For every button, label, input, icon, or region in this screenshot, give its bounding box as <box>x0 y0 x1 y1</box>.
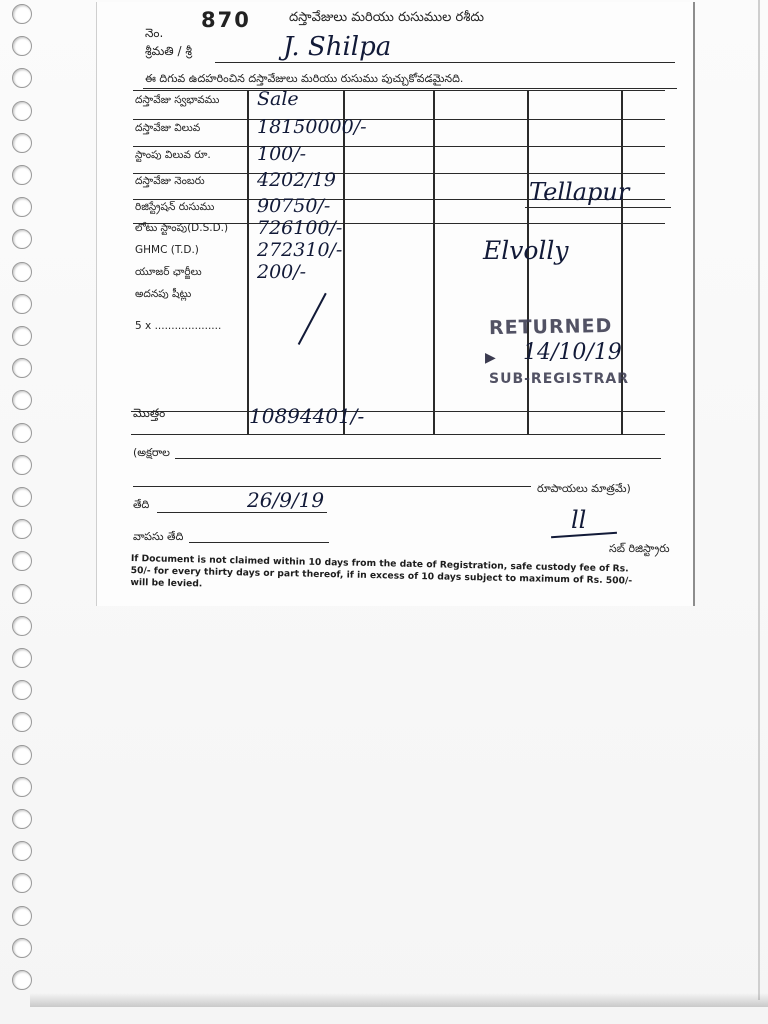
table-rule <box>133 173 665 174</box>
place-underline <box>525 207 671 208</box>
place-handwritten: Tellapur <box>529 178 630 206</box>
binding-hole <box>12 487 32 507</box>
fee-row-label: GHMC (T.D.) <box>135 244 199 256</box>
in-words-line-2 <box>133 486 531 487</box>
binding-hole <box>12 133 32 153</box>
binding-hole <box>12 4 32 24</box>
fee-row-label: దస్తావేజు విలువ <box>135 122 201 134</box>
officer-signature: Elvolly <box>483 236 569 265</box>
binding-hole <box>12 455 32 475</box>
binding-hole <box>12 938 32 958</box>
binding-hole <box>12 423 32 443</box>
fee-row-label: దస్తావేజు స్వభావము <box>135 94 220 106</box>
binding-hole <box>12 712 32 732</box>
receipt-title: దస్తావేజులు మరియు రుసుముల రశీదు <box>289 10 485 25</box>
binding-hole <box>12 841 32 861</box>
binding-hole <box>12 68 32 88</box>
fee-row-value: 4202/19 <box>257 169 336 191</box>
binding-hole <box>12 165 32 185</box>
binding-hole <box>12 648 32 668</box>
binding-hole <box>12 745 32 765</box>
page-edge <box>758 0 760 1000</box>
fee-row-value: 90750/- <box>257 195 331 217</box>
fee-row-value: 18150000/- <box>257 116 367 138</box>
date-label: తేది <box>133 498 150 511</box>
table-rule <box>131 434 665 435</box>
binding-hole <box>12 390 32 410</box>
stamp-arrow-icon: ▶ <box>485 350 496 366</box>
binding-hole <box>12 101 32 121</box>
binding-hole <box>12 809 32 829</box>
binding-hole <box>12 197 32 217</box>
binding-hole <box>12 584 32 604</box>
table-rule <box>133 119 665 120</box>
sub-registrar-label: సబ్ రిజిస్ట్రారు <box>609 542 670 555</box>
instruction-text: ఈ దిగువ ఉదహరించిన దస్తావేజులు మరియు రుసుము పుచ్చుకోవడమైనది. <box>145 72 464 85</box>
fee-row-label: స్టాంపు విలువ రూ. <box>135 149 211 161</box>
binding-hole <box>12 36 32 56</box>
return-date-underline <box>189 542 329 543</box>
binding-hole <box>12 294 32 314</box>
binding-hole <box>12 358 32 378</box>
binding-hole <box>12 519 32 539</box>
receipt-slip <box>96 2 695 606</box>
receipt-number: 870 <box>201 8 251 32</box>
table-column-rule <box>343 90 345 434</box>
table-rule <box>131 411 665 412</box>
total-label: మొత్తం <box>133 406 166 420</box>
sub-registrar-initials: ll <box>571 506 587 534</box>
fee-row-value: 726100/- <box>257 217 343 239</box>
fee-row-value: 100/- <box>257 143 307 165</box>
name-label: శ్రీమతి / శ్రీ <box>145 44 192 58</box>
returned-date: 14/10/19 <box>523 340 622 365</box>
total-value: 10894401/- <box>249 404 365 428</box>
binding-hole <box>12 970 32 990</box>
return-date-label: వాపసు తేది <box>133 530 184 543</box>
binding-hole <box>12 229 32 249</box>
in-words-label: (అక్షరాల <box>133 446 170 459</box>
fee-row-label: రిజిస్ట్రేషన్ రుసుము <box>135 201 215 213</box>
fee-row-label: యూజర్ ఛార్జీలు <box>135 266 202 278</box>
name-value: J. Shilpa <box>283 32 392 62</box>
binding-hole <box>12 616 32 636</box>
in-words-line-1 <box>175 458 661 459</box>
receipt-number-label: నెం. <box>145 26 164 40</box>
cancel-stroke <box>298 293 327 345</box>
paper-shadow <box>30 993 768 1007</box>
custody-fee-notice: If Document is not claimed within 10 days from the date of Registration, safe custody fee of Rs. 50/- for every thirty days or part thereof, if in excess of 10 days subject to maximum of Rs. 500/- will be levied. <box>130 553 633 590</box>
fee-table <box>97 2 693 606</box>
binding-hole <box>12 551 32 571</box>
table-rule <box>133 146 665 147</box>
fee-row-label: లోటు స్టాంపు(D.S.D.) <box>135 222 229 234</box>
spiral-binding <box>12 0 36 1024</box>
binding-hole <box>12 777 32 797</box>
binding-hole <box>12 906 32 926</box>
fee-row-value: 272310/- <box>257 239 343 261</box>
table-column-rule <box>247 90 249 434</box>
binding-hole <box>12 326 32 346</box>
binding-hole <box>12 262 32 282</box>
fee-row-value: 200/- <box>257 261 307 283</box>
date-value: 26/9/19 <box>247 488 325 512</box>
table-rule <box>133 90 665 91</box>
fee-row-label: దస్తావేజు నెంబరు <box>135 175 205 187</box>
fee-row-label: అదనపు షీట్లు <box>135 288 192 300</box>
binding-hole <box>12 873 32 893</box>
binding-hole <box>12 680 32 700</box>
table-column-rule <box>433 90 435 434</box>
date-underline <box>157 512 327 513</box>
fee-row-value: Sale <box>257 88 299 110</box>
fee-row-label: 5 x .................... <box>135 320 222 332</box>
sub-registrar-stamp: SUB-REGISTRAR <box>489 371 630 387</box>
returned-stamp: RETURNED <box>488 314 613 340</box>
rupees-only-label: రూపాయలు మాత్రమే) <box>537 482 631 495</box>
